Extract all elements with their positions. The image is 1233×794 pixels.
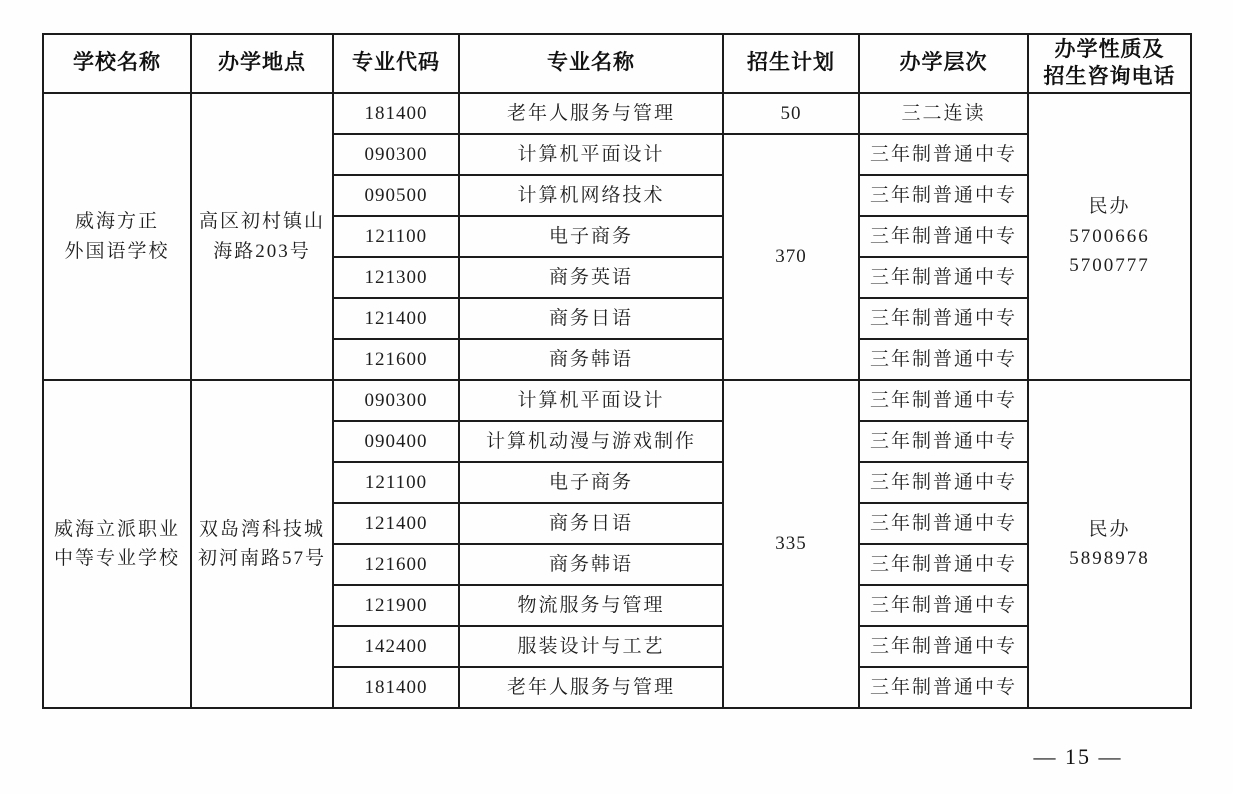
plan-cell: 50 xyxy=(723,93,859,134)
phone-line: 5700777 xyxy=(1069,255,1150,277)
header-nature-line1: 办学性质及 xyxy=(1054,38,1165,62)
table-row xyxy=(43,93,1191,134)
major-name-cell: 计算机动漫与游戏制作 xyxy=(459,421,723,462)
major-code-cell: 121600 xyxy=(333,339,459,380)
school-name-line: 中等专业学校 xyxy=(53,548,180,569)
major-code-cell: 121900 xyxy=(333,585,459,626)
header-school-name: 学校名称 xyxy=(43,34,191,93)
level-cell: 三年制普通中专 xyxy=(859,339,1028,380)
level-cell: 三年制普通中专 xyxy=(859,257,1028,298)
level-cell: 三年制普通中专 xyxy=(859,134,1028,175)
major-name-cell: 服装设计与工艺 xyxy=(459,626,723,667)
location-cell xyxy=(191,380,333,708)
major-code-cell: 121100 xyxy=(333,462,459,503)
major-name-cell: 商务韩语 xyxy=(459,544,723,585)
location-line: 初河南路57号 xyxy=(197,548,326,569)
major-code-cell: 121400 xyxy=(333,503,459,544)
level-cell: 三年制普通中专 xyxy=(859,626,1028,667)
nature-line: 民办 xyxy=(1088,518,1131,540)
header-nature-line2: 招生咨询电话 xyxy=(1043,64,1176,88)
major-code-cell: 090500 xyxy=(333,175,459,216)
header-level: 办学层次 xyxy=(859,34,1028,93)
level-cell: 三年制普通中专 xyxy=(859,544,1028,585)
major-name-cell: 计算机平面设计 xyxy=(459,380,723,421)
level-cell: 三二连读 xyxy=(859,93,1028,134)
major-name-cell: 商务日语 xyxy=(459,298,723,339)
major-code-cell: 090300 xyxy=(333,380,459,421)
major-code-cell: 181400 xyxy=(333,93,459,134)
major-name-cell: 电子商务 xyxy=(459,216,723,257)
table-row xyxy=(43,380,1191,421)
enrollment-table xyxy=(42,33,1192,709)
level-cell: 三年制普通中专 xyxy=(859,380,1028,421)
phone-line: 5898978 xyxy=(1069,548,1150,569)
level-cell: 三年制普通中专 xyxy=(859,503,1028,544)
level-cell: 三年制普通中专 xyxy=(859,585,1028,626)
major-code-cell: 090300 xyxy=(333,134,459,175)
major-code-cell: 121400 xyxy=(333,298,459,339)
table-header-row xyxy=(43,34,1191,93)
major-code-cell: 121100 xyxy=(333,216,459,257)
major-name-cell: 物流服务与管理 xyxy=(459,585,723,626)
major-code-cell: 121300 xyxy=(333,257,459,298)
plan-cell: 370 xyxy=(723,134,859,380)
location-cell xyxy=(191,93,333,380)
level-cell: 三年制普通中专 xyxy=(859,667,1028,708)
header-nature xyxy=(1028,34,1191,93)
major-name-cell: 计算机网络技术 xyxy=(459,175,723,216)
plan-cell: 335 xyxy=(723,380,859,708)
level-cell: 三年制普通中专 xyxy=(859,421,1028,462)
major-name-cell: 老年人服务与管理 xyxy=(459,93,723,134)
header-major-code: 专业代码 xyxy=(333,34,459,93)
major-name-cell: 电子商务 xyxy=(459,462,723,503)
school-name-line: 威海立派职业 xyxy=(53,518,180,540)
major-name-cell: 商务韩语 xyxy=(459,339,723,380)
school-name-line: 威海方正 xyxy=(74,211,159,233)
page-number: — 15 — xyxy=(1033,744,1123,769)
major-name-cell: 商务英语 xyxy=(459,257,723,298)
nature-line: 民办 xyxy=(1088,196,1131,218)
level-cell: 三年制普通中专 xyxy=(859,298,1028,339)
school-name-line: 外国语学校 xyxy=(64,240,170,262)
school-name-cell xyxy=(43,93,191,380)
school-name-cell xyxy=(43,380,191,708)
level-cell: 三年制普通中专 xyxy=(859,175,1028,216)
major-code-cell: 181400 xyxy=(333,667,459,708)
major-code-cell: 090400 xyxy=(333,421,459,462)
nature-cell xyxy=(1028,380,1191,708)
header-location: 办学地点 xyxy=(191,34,333,93)
location-line: 高区初村镇山 xyxy=(198,211,325,233)
major-code-cell: 121600 xyxy=(333,544,459,585)
level-cell: 三年制普通中专 xyxy=(859,216,1028,257)
phone-line: 5700666 xyxy=(1069,225,1150,247)
major-code-cell: 142400 xyxy=(333,626,459,667)
major-name-cell: 老年人服务与管理 xyxy=(459,667,723,708)
header-major-name: 专业名称 xyxy=(459,34,723,93)
header-plan: 招生计划 xyxy=(723,34,859,93)
nature-cell xyxy=(1028,93,1191,380)
major-name-cell: 计算机平面设计 xyxy=(459,134,723,175)
location-line: 双岛湾科技城 xyxy=(198,518,325,540)
level-cell: 三年制普通中专 xyxy=(859,462,1028,503)
major-name-cell: 商务日语 xyxy=(459,503,723,544)
location-line: 海路203号 xyxy=(213,240,311,262)
